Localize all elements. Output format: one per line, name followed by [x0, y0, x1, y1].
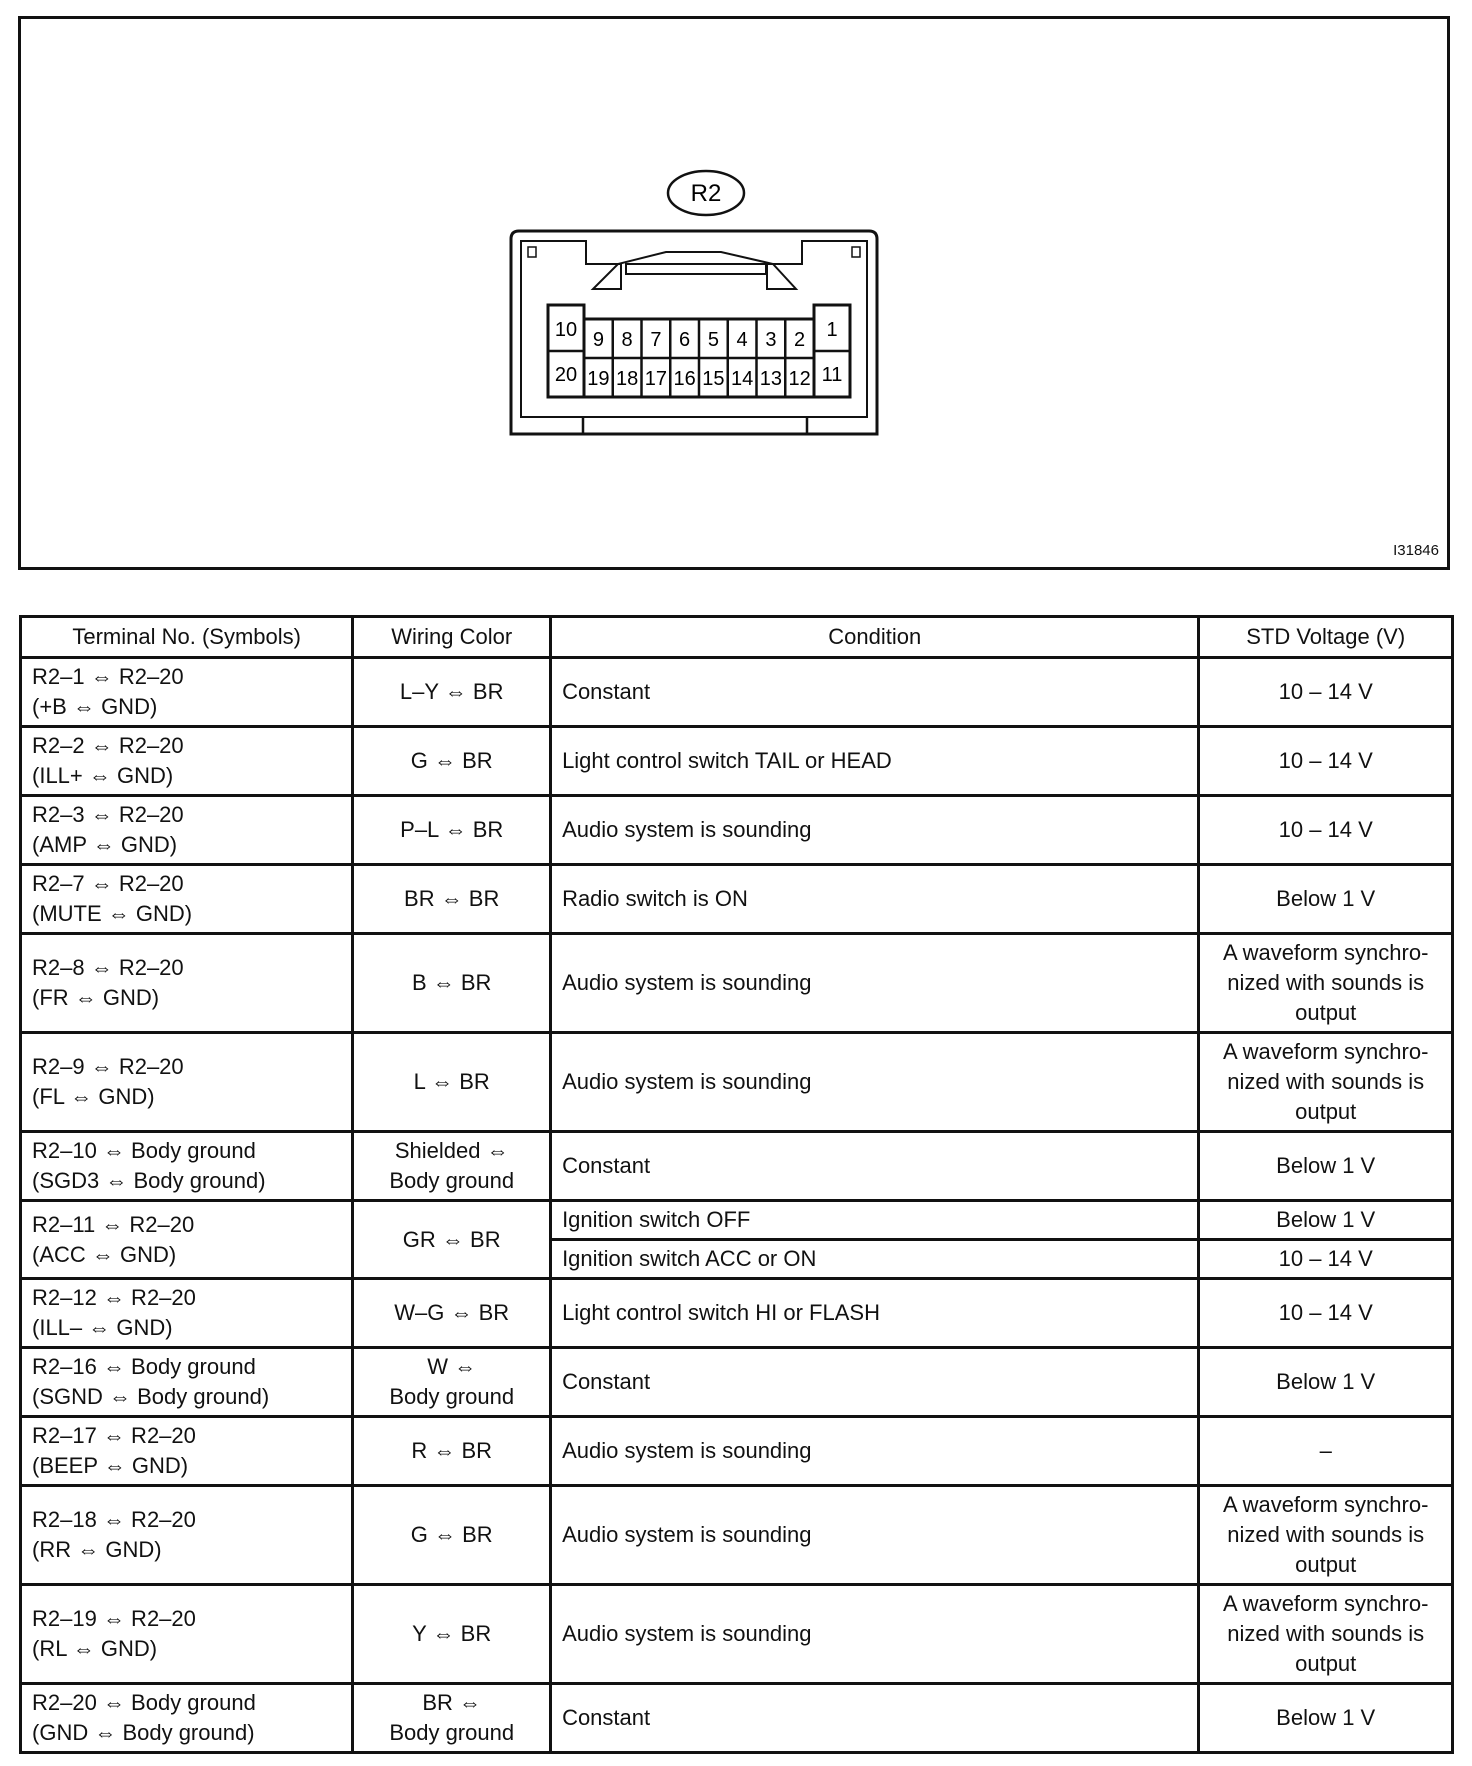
- lock-tab-left: [511, 417, 583, 434]
- wire-cell: W ⇔ Body ground: [353, 1348, 551, 1417]
- condition-cell: Constant: [551, 1132, 1199, 1201]
- pin-label: 16: [673, 368, 696, 390]
- voltage-cell: A waveform synchro- nized with sounds is output: [1199, 1585, 1453, 1684]
- condition-cell: Radio switch is ON: [551, 865, 1199, 934]
- condition-cell: Light control switch HI or FLASH: [551, 1279, 1199, 1348]
- connector-drawing: [21, 19, 1447, 567]
- wire-cell: B ⇔ BR: [353, 934, 551, 1033]
- table-row: [21, 1486, 1453, 1585]
- table-row: [21, 1132, 1453, 1201]
- corner-mark-right: [852, 247, 860, 257]
- condition-cell: Audio system is sounding: [551, 1033, 1199, 1132]
- condition-cell: Constant: [551, 1348, 1199, 1417]
- wire-cell: BR ⇔ Body ground: [353, 1684, 551, 1753]
- voltage-cell: A waveform synchro- nized with sounds is output: [1199, 1486, 1453, 1585]
- pin-label: 13: [759, 368, 783, 390]
- connector-label: R2: [690, 180, 722, 207]
- voltage-cell: Below 1 V: [1199, 1201, 1453, 1240]
- terminal-cell: R2–8 ⇔ R2–20 (FR ⇔ GND): [21, 934, 353, 1033]
- voltage-cell: A waveform synchro- nized with sounds is output: [1199, 1033, 1453, 1132]
- pin-label: 1: [826, 319, 838, 341]
- pin-label: 12: [788, 368, 811, 390]
- table-header-row: [21, 617, 1453, 658]
- wire-cell: G ⇔ BR: [353, 727, 551, 796]
- table-row: [21, 1033, 1453, 1132]
- wire-cell: BR ⇔ BR: [353, 865, 551, 934]
- table-row: [21, 865, 1453, 934]
- terminal-cell: R2–19 ⇔ R2–20 (RL ⇔ GND): [21, 1585, 353, 1684]
- voltage-cell: 10 – 14 V: [1199, 658, 1453, 727]
- table-row: [21, 1684, 1453, 1753]
- wire-cell: Shielded ⇔ Body ground: [353, 1132, 551, 1201]
- terminal-cell: R2–18 ⇔ R2–20 (RR ⇔ GND): [21, 1486, 353, 1585]
- condition-cell: Audio system is sounding: [551, 1585, 1199, 1684]
- wire-cell: Y ⇔ BR: [353, 1585, 551, 1684]
- pin-label: 7: [650, 329, 662, 351]
- voltage-cell: Below 1 V: [1199, 1684, 1453, 1753]
- pin-label: 3: [765, 329, 777, 351]
- wire-cell: G ⇔ BR: [353, 1486, 551, 1585]
- condition-cell: Audio system is sounding: [551, 1486, 1199, 1585]
- voltage-cell: A waveform synchro- nized with sounds is output: [1199, 934, 1453, 1033]
- pin-label: 11: [821, 364, 843, 386]
- pin-label: 18: [615, 368, 639, 390]
- wire-cell: GR ⇔ BR: [353, 1201, 551, 1279]
- table-row: [21, 1348, 1453, 1417]
- condition-cell: Light control switch TAIL or HEAD: [551, 727, 1199, 796]
- voltage-cell: Below 1 V: [1199, 865, 1453, 934]
- terminal-cell: R2–9 ⇔ R2–20 (FL ⇔ GND): [21, 1033, 353, 1132]
- terminal-cell: R2–1 ⇔ R2–20 (+B ⇔ GND): [21, 658, 353, 727]
- voltage-cell: 10 – 14 V: [1199, 796, 1453, 865]
- condition-cell: Constant: [551, 1684, 1199, 1753]
- pin-label: 6: [679, 329, 691, 351]
- pin-label: 5: [707, 329, 719, 351]
- header-std-voltage: STD Voltage (V): [1199, 617, 1453, 658]
- table-row: [21, 727, 1453, 796]
- condition-cell: Ignition switch OFF: [551, 1201, 1199, 1240]
- pin-label: 2: [794, 329, 806, 351]
- pin-label: 10: [554, 319, 578, 341]
- latch-window: [626, 264, 766, 274]
- wire-cell: W–G ⇔ BR: [353, 1279, 551, 1348]
- table-row: [21, 1585, 1453, 1684]
- terminal-spec-table: [19, 615, 1454, 1754]
- voltage-cell: –: [1199, 1417, 1453, 1486]
- table-row: [21, 1417, 1453, 1486]
- terminal-cell: R2–16 ⇔ Body ground (SGND ⇔ Body ground): [21, 1348, 353, 1417]
- voltage-cell: Below 1 V: [1199, 1348, 1453, 1417]
- lock-tab-right: [807, 417, 877, 434]
- voltage-cell: 10 – 14 V: [1199, 1279, 1453, 1348]
- table-row: [21, 1279, 1453, 1348]
- voltage-cell: 10 – 14 V: [1199, 1240, 1453, 1279]
- pin-label: 19: [587, 368, 610, 390]
- header-wiring-color: Wiring Color: [353, 617, 551, 658]
- pin-label: 9: [592, 329, 604, 351]
- header-condition: Condition: [551, 617, 1199, 658]
- table-row: [21, 796, 1453, 865]
- corner-mark-left: [528, 247, 536, 257]
- terminal-cell: R2–11 ⇔ R2–20 (ACC ⇔ GND): [21, 1201, 353, 1279]
- condition-cell: Constant: [551, 658, 1199, 727]
- pin-label: 15: [702, 368, 725, 390]
- table-row: [21, 934, 1453, 1033]
- condition-cell: Audio system is sounding: [551, 796, 1199, 865]
- condition-cell: Audio system is sounding: [551, 1417, 1199, 1486]
- terminal-cell: R2–2 ⇔ R2–20 (ILL+ ⇔ GND): [21, 727, 353, 796]
- terminal-cell: R2–17 ⇔ R2–20 (BEEP ⇔ GND): [21, 1417, 353, 1486]
- wire-cell: P–L ⇔ BR: [353, 796, 551, 865]
- table-row: [21, 1201, 1453, 1240]
- terminal-cell: R2–10 ⇔ Body ground (SGD3 ⇔ Body ground): [21, 1132, 353, 1201]
- wire-cell: L–Y ⇔ BR: [353, 658, 551, 727]
- table-row: [21, 658, 1453, 727]
- terminal-cell: R2–7 ⇔ R2–20 (MUTE ⇔ GND): [21, 865, 353, 934]
- pin-label: 4: [736, 329, 748, 351]
- voltage-cell: Below 1 V: [1199, 1132, 1453, 1201]
- condition-cell: Audio system is sounding: [551, 934, 1199, 1033]
- pin-label: 14: [730, 368, 754, 390]
- terminal-cell: R2–3 ⇔ R2–20 (AMP ⇔ GND): [21, 796, 353, 865]
- condition-cell: Ignition switch ACC or ON: [551, 1240, 1199, 1279]
- terminal-cell: R2–20 ⇔ Body ground (GND ⇔ Body ground): [21, 1684, 353, 1753]
- terminal-cell: R2–12 ⇔ R2–20 (ILL– ⇔ GND): [21, 1279, 353, 1348]
- header-terminal: Terminal No. (Symbols): [21, 617, 353, 658]
- voltage-cell: 10 – 14 V: [1199, 727, 1453, 796]
- pin-label: 8: [621, 329, 633, 351]
- wire-cell: R ⇔ BR: [353, 1417, 551, 1486]
- connector-diagram: [18, 16, 1450, 570]
- pin-label: 17: [644, 368, 668, 390]
- wire-cell: L ⇔ BR: [353, 1033, 551, 1132]
- figure-id: I31846: [1393, 542, 1439, 559]
- pin-label: 20: [554, 364, 578, 386]
